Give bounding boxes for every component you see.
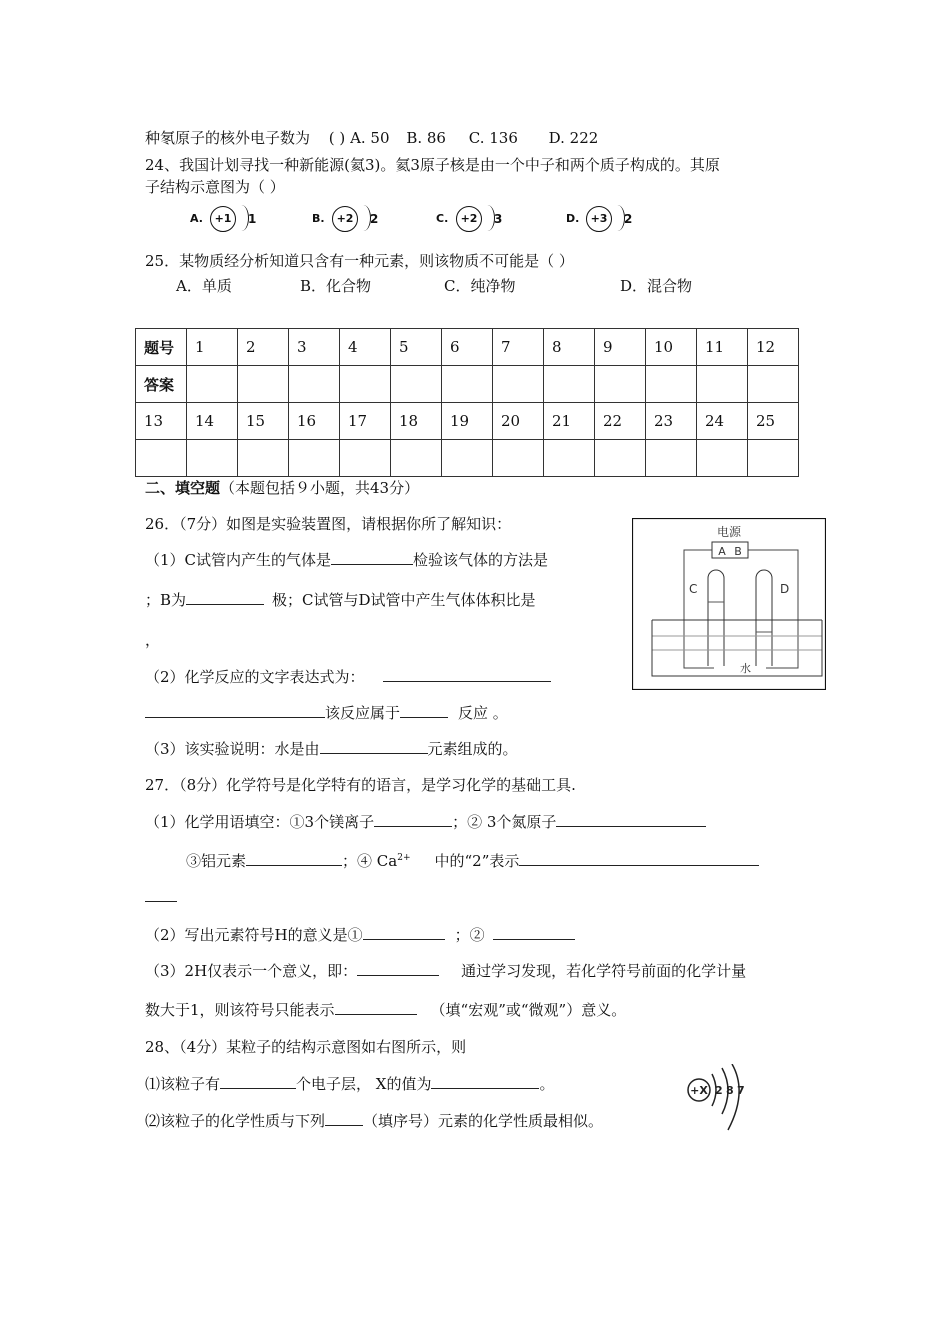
q27-part1-line3 xyxy=(145,887,177,907)
answer-blank[interactable] xyxy=(383,667,551,682)
q27-stem: 27．（8分）化学符号是化学特有的语言，是学习化学的基础工具. xyxy=(145,776,576,794)
q26-part2-line1: （2）化学反应的文字表达式为： xyxy=(145,667,551,687)
answer-cell[interactable] xyxy=(544,440,595,477)
nucleus-icon: +1 xyxy=(210,206,236,232)
answer-blank[interactable] xyxy=(493,925,575,940)
table-cell: 8 xyxy=(544,329,595,366)
table-cell: 15 xyxy=(238,403,289,440)
water-label: 水 xyxy=(740,662,751,675)
q27-part1-line2: ③铝元素 ；④ $Ca^{2+}$ 中的“2”表示 xyxy=(186,848,759,871)
nucleus-label: +X xyxy=(690,1084,708,1097)
table-cell: 7 xyxy=(493,329,544,366)
answer-blank[interactable] xyxy=(320,739,428,754)
answer-cell[interactable] xyxy=(748,366,799,403)
q25-option-c: C．纯净物 xyxy=(444,277,516,295)
table-cell: 22 xyxy=(595,403,646,440)
electrode-b-label: B xyxy=(734,545,742,558)
table-cell: 2 xyxy=(238,329,289,366)
table-cell: 21 xyxy=(544,403,595,440)
table-cell: 10 xyxy=(646,329,697,366)
answer-cell[interactable] xyxy=(646,366,697,403)
answer-cell[interactable] xyxy=(391,440,442,477)
q27-part1-line1: （1）化学用语填空：①3个镁离子 ；② 3个氮原子 xyxy=(145,812,706,832)
q26-stem: 26．（7分）如图是实验装置图，请根据你所了解知识： xyxy=(145,515,512,533)
answer-cell[interactable] xyxy=(187,366,238,403)
table-cell: 12 xyxy=(748,329,799,366)
answer-cell[interactable] xyxy=(289,440,340,477)
answer-blank[interactable] xyxy=(431,1074,539,1089)
q25-stem: 25．某物质经分析知道只含有一种元素，则该物质不可能是（ ） xyxy=(145,252,574,270)
answer-cell[interactable] xyxy=(595,440,646,477)
table-cell: 16 xyxy=(289,403,340,440)
q23-option-b: B. 86 xyxy=(406,129,446,147)
q26-part3: （3）该实验说明：水是由 元素组成的。 xyxy=(145,740,518,758)
electron-shell-icon xyxy=(356,205,371,231)
table-cell: 20 xyxy=(493,403,544,440)
table-cell: 6 xyxy=(442,329,493,366)
q26-part1-line1: （1）C试管内产生的气体是 检验该气体的方法是 xyxy=(145,551,549,569)
answer-cell[interactable] xyxy=(442,366,493,403)
tube-c-label: C xyxy=(689,582,698,596)
answer-blank[interactable] xyxy=(145,887,177,902)
answer-cell[interactable] xyxy=(238,366,289,403)
answer-cell[interactable] xyxy=(238,440,289,477)
answer-blank[interactable] xyxy=(363,925,445,940)
shell-1-count: 2 xyxy=(715,1084,723,1097)
power-source-label: 电源 xyxy=(716,525,742,539)
table-cell: 3 xyxy=(289,329,340,366)
answer-cell[interactable] xyxy=(697,366,748,403)
answer-blank[interactable] xyxy=(519,851,759,866)
shell-3-count: 7 xyxy=(737,1084,745,1097)
electron-shell-icon xyxy=(610,205,625,231)
q25-option-d: D．混合物 xyxy=(620,277,693,295)
table-row xyxy=(136,329,799,366)
table-row xyxy=(136,403,799,440)
shell-2-count: 8 xyxy=(726,1084,734,1097)
q26-part1-line3: ， xyxy=(145,631,161,649)
nucleus-icon: +3 xyxy=(586,206,612,232)
electrode-a-label: A xyxy=(718,545,726,558)
table-cell: 23 xyxy=(646,403,697,440)
answer-blank[interactable] xyxy=(145,703,325,718)
q24-line1: 24、我国计划寻找一种新能源(氦3)。氦3原子核是由一个中子和两个质子构成的。其原 xyxy=(145,156,720,174)
q27-part3-line1: （3）2H仅表示一个意义，即： 通过学习发现，若化学符号前面的化学计量 xyxy=(145,962,747,980)
answer-blank[interactable] xyxy=(246,851,342,866)
answer-blank[interactable] xyxy=(357,961,439,976)
electron-shell-icon xyxy=(234,205,249,231)
table-header-answer: 答案 xyxy=(136,366,187,403)
q23-paren: ( ) xyxy=(328,129,346,147)
table-cell: 11 xyxy=(697,329,748,366)
answer-cell[interactable] xyxy=(697,440,748,477)
q23-option-a: A. 50 xyxy=(350,129,390,147)
tube-d-label: D xyxy=(780,582,790,596)
q25-option-a: A．单质 xyxy=(176,277,232,295)
electrolysis-apparatus-figure xyxy=(632,518,826,690)
q23-tail-line xyxy=(145,128,598,148)
table-row xyxy=(136,440,799,477)
section2-note: （本题包括９小题，共43分） xyxy=(220,479,420,497)
table-cell: 4 xyxy=(340,329,391,366)
answer-cell[interactable] xyxy=(646,440,697,477)
answer-cell[interactable] xyxy=(595,366,646,403)
table-row xyxy=(136,366,799,403)
answer-cell[interactable] xyxy=(187,440,238,477)
table-header-number: 题号 xyxy=(136,329,187,366)
table-cell: 25 xyxy=(748,403,799,440)
table-cell: 18 xyxy=(391,403,442,440)
answer-cell[interactable] xyxy=(340,440,391,477)
answer-cell[interactable] xyxy=(748,440,799,477)
q28-stem: 28、（4分）某粒子的结构示意图如右图所示，则 xyxy=(145,1038,467,1056)
answer-cell[interactable] xyxy=(442,440,493,477)
nucleus-icon: +2 xyxy=(332,206,358,232)
answer-table xyxy=(135,328,799,477)
answer-cell[interactable] xyxy=(391,366,442,403)
q23-option-d: D. 222 xyxy=(548,129,599,147)
q28-part1: ⑴该粒子有 个电子层， X的值为 。 xyxy=(145,1075,555,1093)
q23-option-c: C. 136 xyxy=(468,129,518,147)
q28-part2: ⑵该粒子的化学性质与下列 （填序号）元素的化学性质最相似。 xyxy=(145,1112,604,1130)
q26-part1-line2: ；B为 极；C试管与D试管中产生气体体积比是 xyxy=(145,591,536,609)
answer-cell[interactable] xyxy=(493,366,544,403)
section2-title: 二、填空题 xyxy=(145,479,221,497)
answer-cell[interactable] xyxy=(289,366,340,403)
electron-shell-icon xyxy=(480,205,495,231)
q27-part3-line2: 数大于1，则该符号只能表示 （填“宏观”或“微观”）意义。 xyxy=(145,1001,627,1019)
answer-cell[interactable] xyxy=(493,440,544,477)
q23-text: 种氡原子的核外电子数为 xyxy=(145,129,311,147)
section2-heading xyxy=(145,478,419,498)
table-cell: 5 xyxy=(391,329,442,366)
answer-cell[interactable] xyxy=(136,440,187,477)
table-cell: 24 xyxy=(697,403,748,440)
answer-cell[interactable] xyxy=(544,366,595,403)
answer-blank[interactable] xyxy=(335,1000,417,1015)
answer-blank[interactable] xyxy=(220,1074,296,1089)
q24-line2: 子结构示意图为（ ） xyxy=(145,178,285,196)
nucleus-icon: +2 xyxy=(456,206,482,232)
q27-part2: （2）写出元素符号H的意义是① ；② xyxy=(145,925,575,945)
answer-blank[interactable] xyxy=(374,812,452,827)
table-cell: 14 xyxy=(187,403,238,440)
answer-blank[interactable] xyxy=(400,703,448,718)
q25-option-b: B．化合物 xyxy=(300,277,372,295)
table-cell: 9 xyxy=(595,329,646,366)
answer-blank[interactable] xyxy=(186,590,264,605)
q26-part2-line2: 该反应属于 反应 。 xyxy=(145,703,508,723)
table-cell: 13 xyxy=(136,403,187,440)
table-cell: 19 xyxy=(442,403,493,440)
particle-structure-figure xyxy=(684,1064,756,1134)
table-cell: 17 xyxy=(340,403,391,440)
electron-shell-icon xyxy=(728,1064,739,1130)
answer-blank[interactable] xyxy=(331,550,413,565)
answer-cell[interactable] xyxy=(340,366,391,403)
answer-blank[interactable] xyxy=(556,812,706,827)
answer-blank[interactable] xyxy=(325,1111,363,1126)
table-cell: 1 xyxy=(187,329,238,366)
